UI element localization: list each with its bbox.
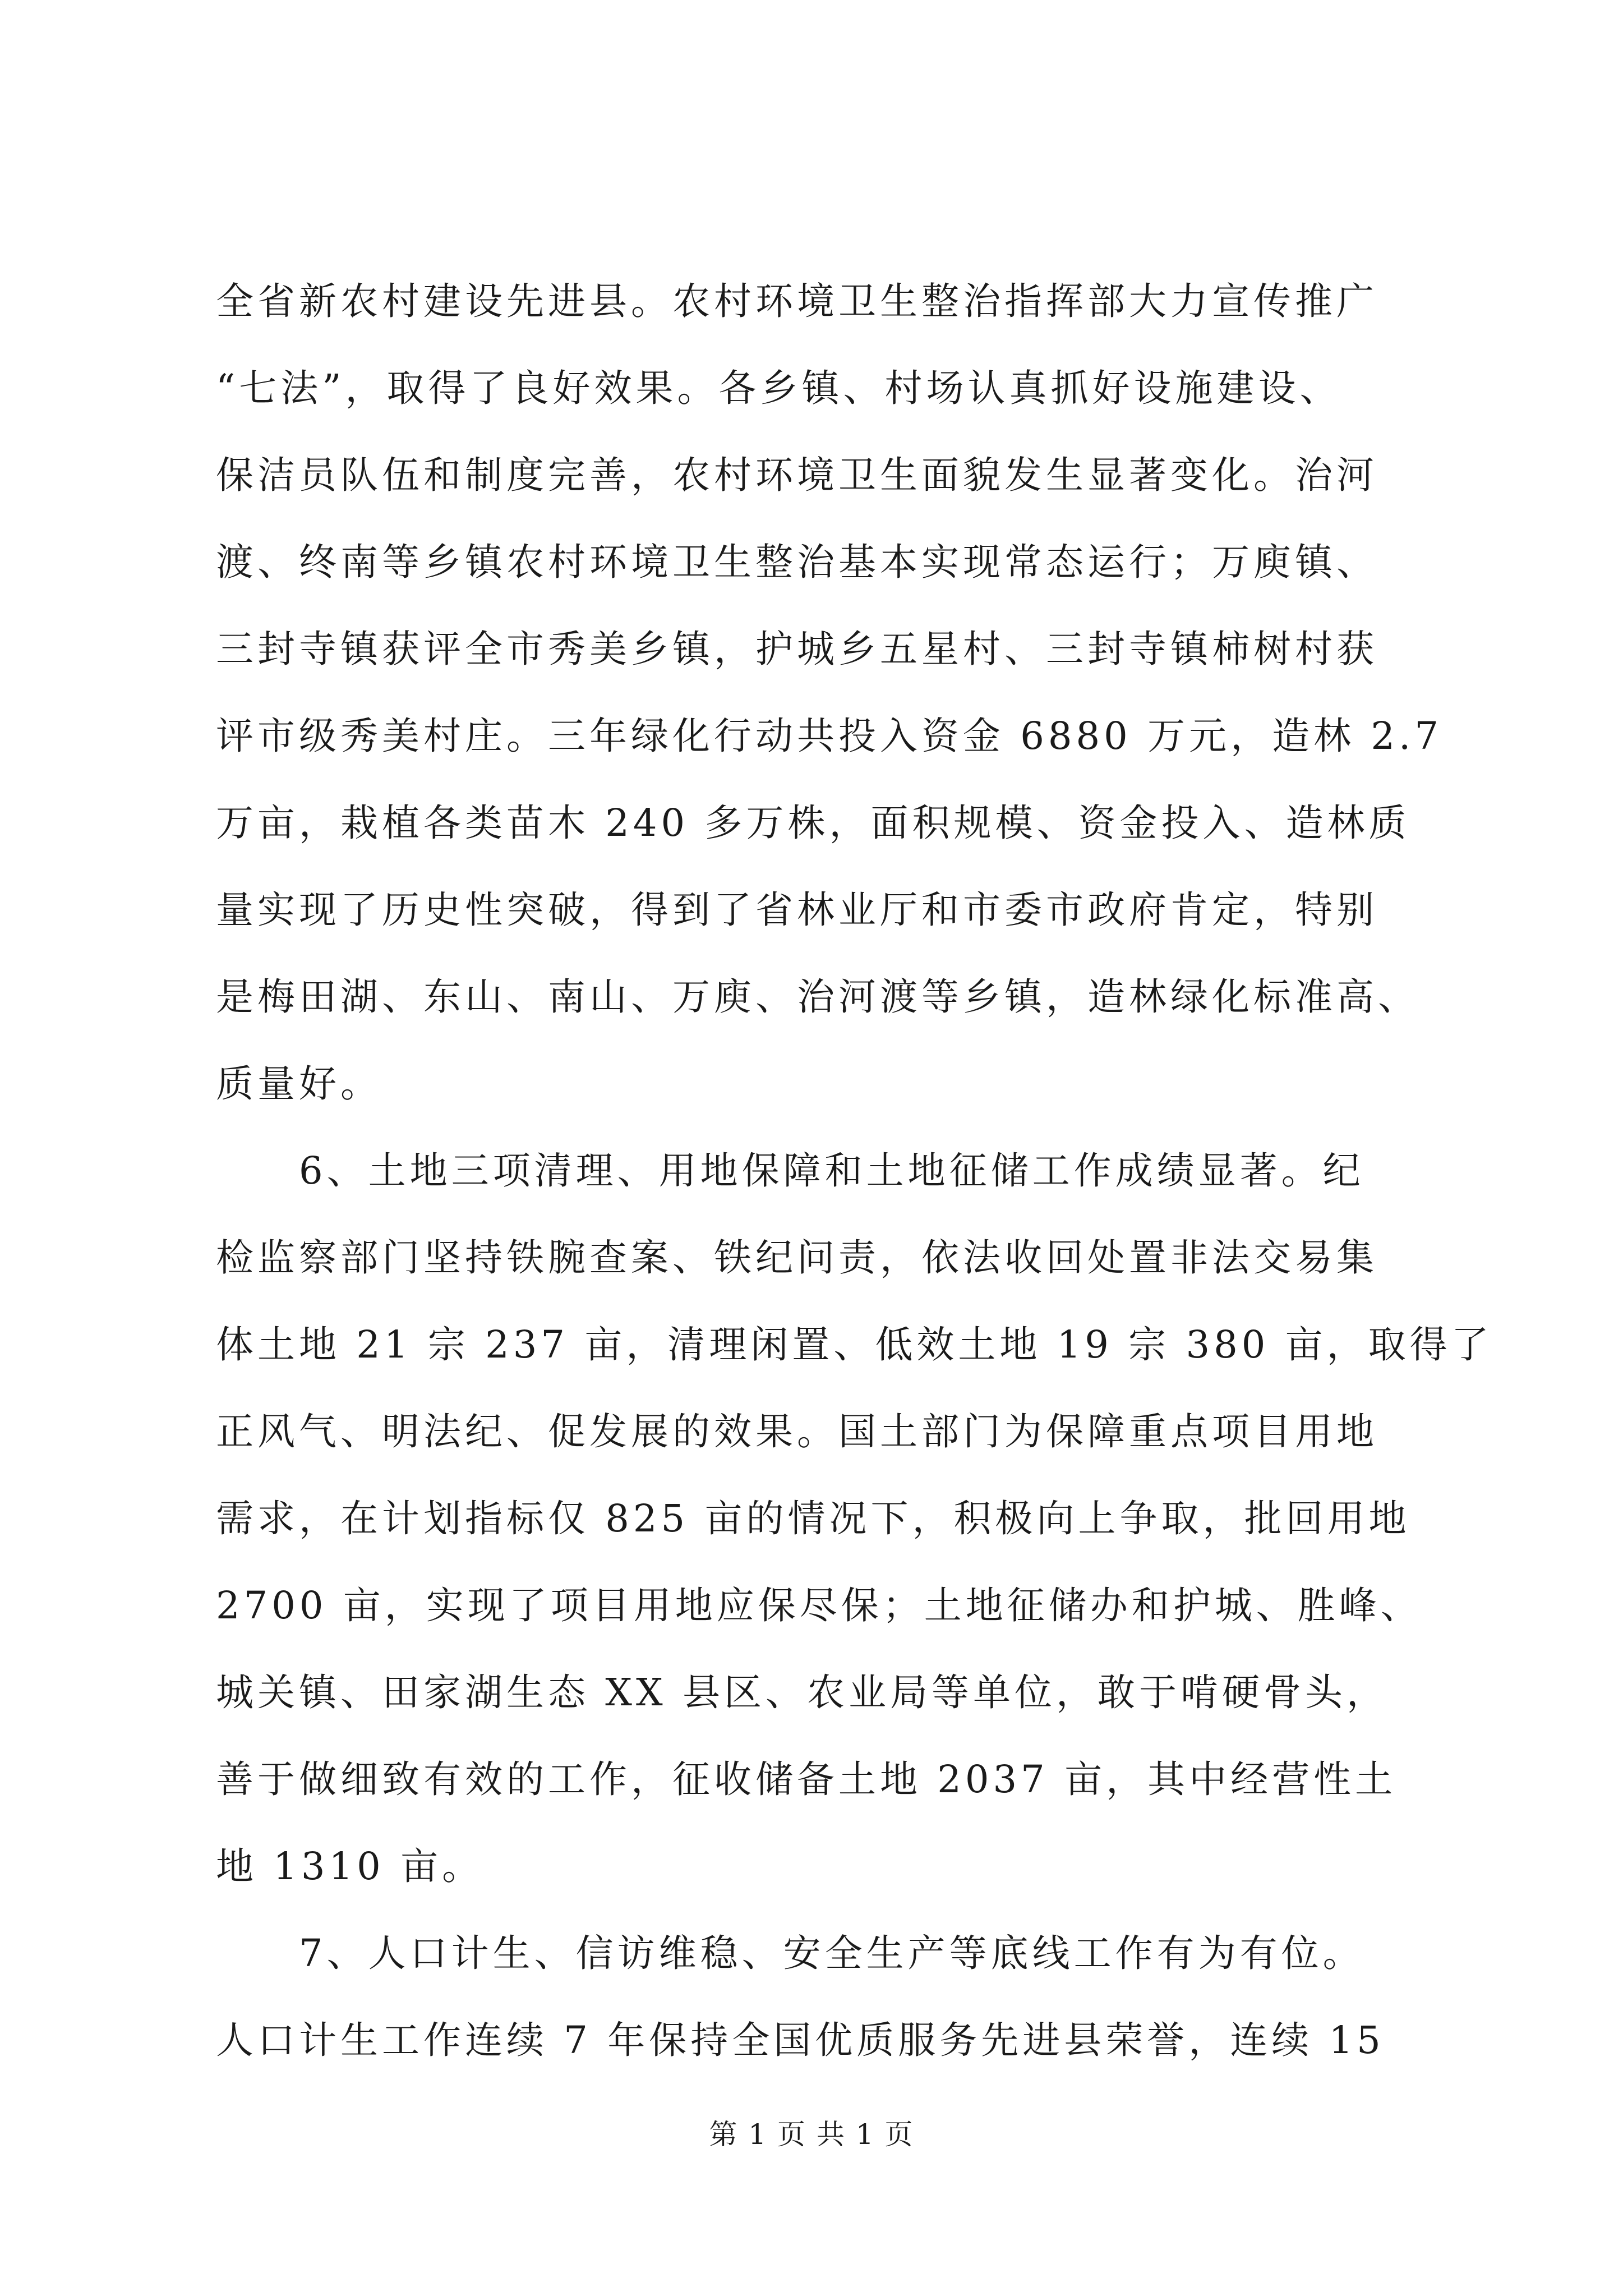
text-line: 渡、终南等乡镇农村环境卫生整治基本实现常态运行；万庾镇、	[216, 540, 1378, 584]
text-line: 量实现了历史性突破，得到了省林业厅和市委市政府肯定，特别	[216, 888, 1378, 932]
text-line: 体土地 21 宗 237 亩，清理闲置、低效土地 19 宗 380 亩，取得了	[216, 1323, 1493, 1366]
text-line: 城关镇、田家湖生态 XX 县区、农业局等单位，敢于啃硬骨头，	[216, 1671, 1388, 1714]
text-line: 正风气、明法纪、促发展的效果。国土部门为保障重点项目用地	[216, 1410, 1378, 1453]
text-line: “七法”，取得了良好效果。各乡镇、村场认真抓好设施建设、	[216, 366, 1341, 410]
text-line: 2700 亩，实现了项目用地应保尽保；土地征储办和护城、胜峰、	[216, 1584, 1422, 1627]
paragraph-7-first-line: 7、人口计生、信访维稳、安全生产等底线工作有为有位。	[299, 1931, 1364, 1975]
text-line: 地 1310 亩。	[216, 1844, 484, 1888]
text-line: 是梅田湖、东山、南山、万庾、治河渡等乡镇，造林绿化标准高、	[216, 975, 1419, 1019]
document-body	[216, 258, 1493, 2084]
page-footer: 第 1 页 共 1 页	[709, 2118, 914, 2151]
text-line: 质量好。	[216, 1062, 382, 1106]
text-line: 保洁员队伍和制度完善，农村环境卫生面貌发生显著变化。治河	[216, 453, 1378, 497]
text-line: 需求，在计划指标仅 825 亩的情况下，积极向上争取，批回用地	[216, 1497, 1410, 1540]
text-line: 人口计生工作连续 7 年保持全国优质服务先进县荣誉，连续 15	[216, 2018, 1385, 2062]
paragraph-6-first-line: 6、土地三项清理、用地保障和土地征储工作成绩显著。纪	[299, 1149, 1364, 1193]
text-line: 全省新农村建设先进县。农村环境卫生整治指挥部大力宣传推广	[216, 279, 1378, 323]
text-line: 三封寺镇获评全市秀美乡镇，护城乡五星村、三封寺镇柿树村获	[216, 627, 1378, 671]
text-line: 善于做细致有效的工作，征收储备土地 2037 亩，其中经营性土	[216, 1757, 1397, 1801]
text-line: 评市级秀美村庄。三年绿化行动共投入资金 6880 万元，造林 2.7	[216, 714, 1442, 758]
text-line: 检监察部门坚持铁腕查案、铁纪问责，依法收回处置非法交易集	[216, 1236, 1378, 1280]
text-line: 万亩，栽植各类苗木 240 多万株，面积规模、资金投入、造林质	[216, 801, 1410, 845]
